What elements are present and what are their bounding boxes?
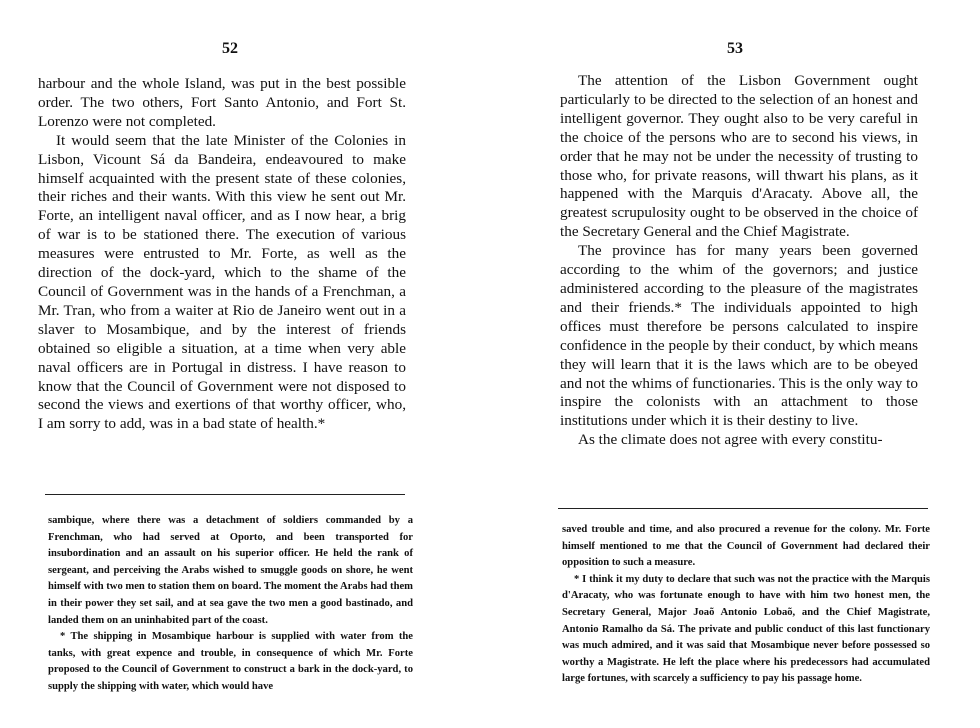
footnotes xyxy=(562,522,930,688)
body-text xyxy=(560,72,918,450)
footnote: * The shipping in Mosambique harbour is supplied with water from the tanks, with great expence and trouble, in consequence of which Mr. Forte proposed to the Council of Government to construct a bark in the dock-yard, to supply the shipping with water, which would have xyxy=(48,631,413,692)
footnote-divider xyxy=(45,494,405,495)
paragraph: The attention of the Lisbon Government ought particularly to be directed to the selection of an honest and intelligent governor. They ought also to be very careful in the choice of the persons who are to second his views, in order that he may not be under the necessity of trusting to those who, for private reasons, will thwart his plans, as it happened with the Marquis d'Aracaty. Above all, the greatest scrupulosity ought to be observed in the choice of the Secretary General and the Chief Magistrate. xyxy=(560,72,918,241)
paragraph: harbour and the whole Island, was put in the best possible order. The two others, Fort Santo Antonio, and Fort St. Lorenzo were not completed. xyxy=(38,75,406,130)
footnote-divider xyxy=(558,508,928,509)
right-page xyxy=(490,0,980,728)
paragraph: As the climate does not agree with every constitu- xyxy=(578,431,883,449)
body-text xyxy=(38,75,406,434)
page-number: 53 xyxy=(727,40,743,57)
paragraph: It would seem that the late Minister of the Colonies in Lisbon, Vicount Sá da Bandeira, endeavoured to make himself acquainted with the present state of these colonies, their riches and their wants. With this view he sent out Mr. Forte, an intelligent naval officer, and as I now hear, a brig of war is to be stationed there. The execution of various measures were entrusted to Mr. Forte, as well as the direction of the dock-yard, which to the shame of the Council of Government was in the hands of a Frenchman, a Mr. Tran, who from a waiter at Rio de Janeiro went out in a slaver to Mosambique, and by the interest of friends obtained so eligible a situation, at a time when very able naval officers are in Portugal in distress. I have reason to know that the Council of Government were not disposed to second the views and exertions of that worthy officer, who, I am sorry to add, was in a bad state of health.* xyxy=(38,131,406,433)
footnote: * I think it my duty to declare that such was not the practice with the Marquis d'Aracaty, who was fortunate enough to have with him two honest men, the Secretary General, Major Joaõ Antonio Lobaõ, and the Chief Magistrate, Antonio Ramalho da Sá. The private and public conduct of this last functionary was much admired, and it was said that Mosambique never before possessed so worthy a Magistrate. He left the place where his predecessors had accumulated large fortunes, with scarcely a sufficiency to pay his passage home. xyxy=(562,573,930,685)
paragraph: The province has for many years been governed according to the whim of the governors; and justice administered according to the pleasure of the magistrates and their friends.* The individuals appointed to high offices must therefore be persons calculated to inspire confidence in the people by their conduct, by which means they will learn that it is the laws which are to be obeyed and not the whims of functionaries. This is the only way to inspire the colonists with an attachment to those institutions under which it is their destiny to live. xyxy=(560,242,918,430)
page-number: 52 xyxy=(222,40,238,57)
footnote: sambique, where there was a detachment of soldiers commanded by a Frenchman, who had served at Oporto, and been transported for insubordination and an assault on his superior officer. He held the rank of sergeant, and perceiving the Arabs wished to smuggle goods on shore, he went himself with two men to station them on board. The moment the Arabs had them in their power they set sail, and at sea gave the two men a good bastinado, and landed them on an uninhabited part of the coast. xyxy=(48,515,413,626)
footnotes xyxy=(48,513,413,696)
footnote: saved trouble and time, and also procured a revenue for the colony. Mr. Forte himself mentioned to me that the Council of Government had declared their opposition to such a measure. xyxy=(562,524,930,569)
